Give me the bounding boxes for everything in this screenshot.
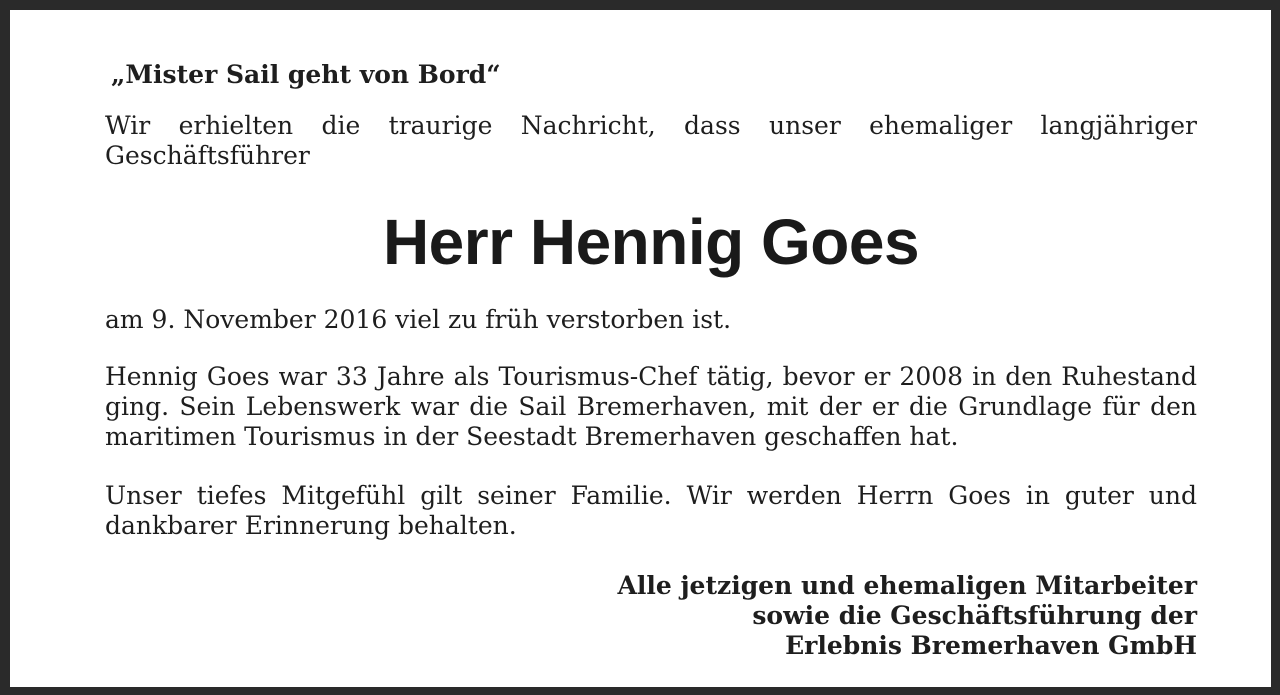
- intro-paragraph: Wir erhielten die traurige Nachricht, dass unser ehemaliger langjähriger Geschäftsführer: [105, 111, 1197, 170]
- date-of-death-paragraph: am 9. November 2016 viel zu früh verstorben ist.: [105, 305, 732, 334]
- biography-paragraph: Hennig Goes war 33 Jahre als Tourismus-Chef tätig, bevor er 2008 in den Ruhestand ging. Sein Lebenswerk war die Sail Bremerhaven, mit der er die Grundlage für den maritimen Tourismus in der Seestadt Bremerhaven geschaffen hat.: [105, 362, 1197, 451]
- signature-line-company: Erlebnis Bremerhaven GmbH: [785, 631, 1197, 660]
- condolence-paragraph: Unser tiefes Mitgefühl gilt seiner Familie. Wir werden Herrn Goes in guter und dankbarer Erinnerung behalten.: [105, 481, 1197, 540]
- obituary-content: [105, 58, 1197, 661]
- deceased-name: Herr Hennig Goes: [382, 206, 920, 278]
- motto-heading: „Mister Sail geht von Bord“: [111, 60, 501, 89]
- signature-line-management: sowie die Geschäftsführung der: [752, 601, 1197, 630]
- signature-block: [105, 571, 1197, 661]
- signature-line-staff: Alle jetzigen und ehemaligen Mitarbeiter: [617, 571, 1197, 600]
